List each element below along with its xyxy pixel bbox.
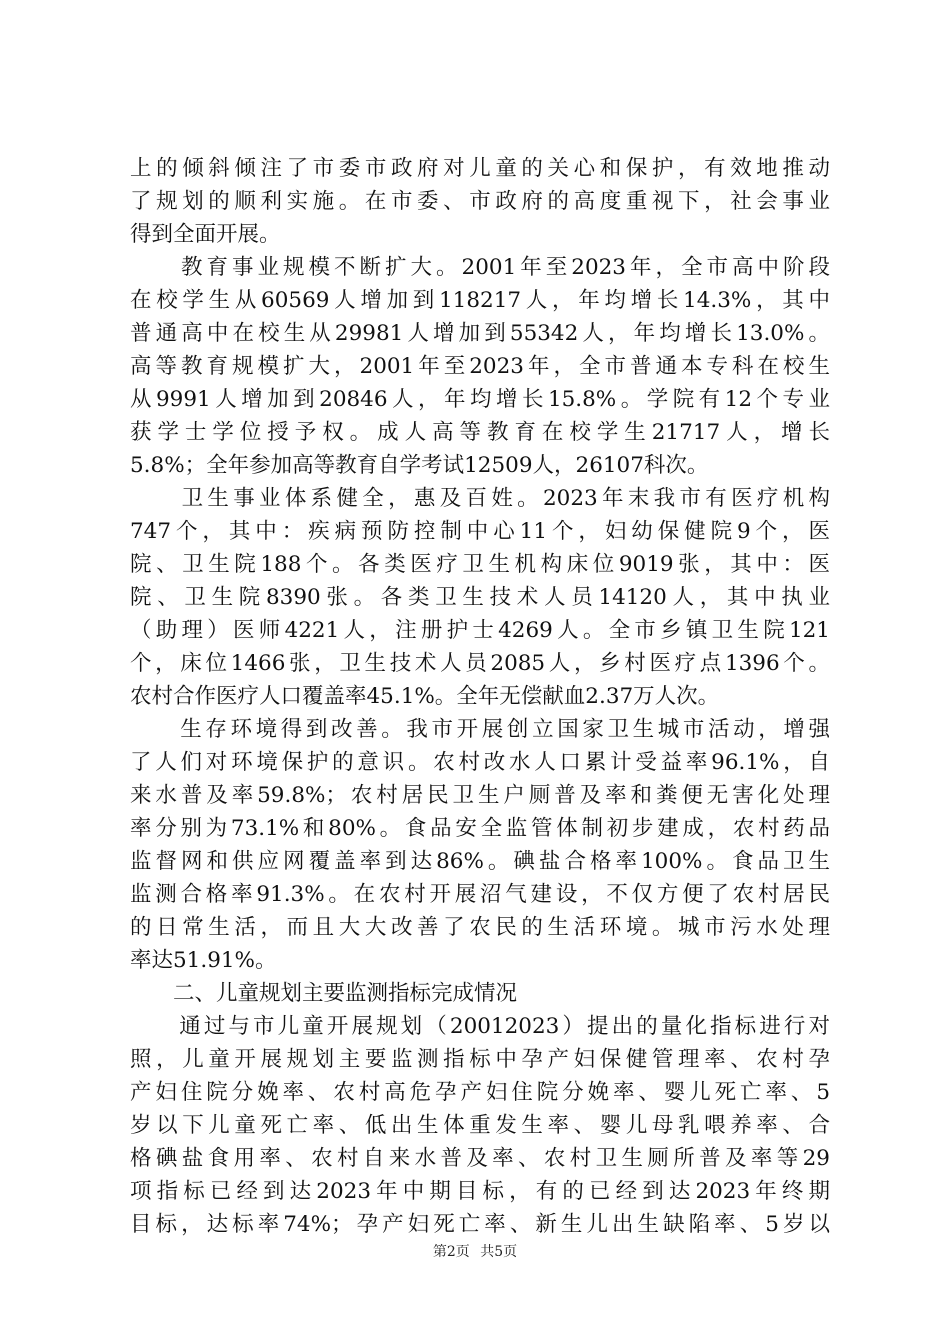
text-line: 来水普及率59.8%；农村居民卫生户厕普及率和粪便无害化处理 (130, 783, 830, 808)
text-line: 监督网和供应网覆盖率到达86%。碘盐合格率100%。食品卫生 (130, 849, 830, 874)
text-line: 院、卫生院8390张。各类卫生技术人员14120人，其中执业 (130, 585, 830, 610)
text-line: 率达51.91%。 (130, 948, 277, 973)
text-line: 岁以下儿童死亡率、低出生体重发生率、婴儿母乳喂养率、合 (130, 1113, 830, 1138)
text-line: 率分别为73.1%和80%。食品安全监管体制初步建成，农村药品 (130, 816, 830, 841)
text-line: 院、卫生院188个。各类医疗卫生机构床位9019张，其中：医 (130, 552, 830, 577)
text-line: 目标，达标率74%；孕产妇死亡率、新生儿出生缺陷率、5岁以 (130, 1212, 830, 1237)
text-line: 上的倾斜倾注了市委市政府对儿童的关心和保护，有效地推动 (130, 156, 830, 181)
document-body (130, 152, 830, 1241)
text-line: 高等教育规模扩大，2001年至2023年，全市普通本专科在校生 (130, 354, 830, 379)
text-line: 通过与市儿童开展规划（20012023）提出的量化指标进行对 (130, 1014, 830, 1039)
text-line: 得到全面开展。 (130, 222, 281, 247)
text-line: 了人们对环境保护的意识。农村改水人口累计受益率96.1%，自 (130, 750, 830, 775)
text-line: 监测合格率91.3%。在农村开展沼气建设，不仅方便了农村居民 (130, 882, 830, 907)
text-line: 照，儿童开展规划主要监测指标中孕产妇保健管理率、农村孕 (130, 1047, 830, 1072)
text-line: （助理）医师4221人，注册护士4269人。全市乡镇卫生院121 (130, 618, 830, 643)
text-line: 个，床位1466张，卫生技术人员2085人，乡村医疗点1396个。 (130, 651, 830, 676)
text-line: 获学士学位授予权。成人高等教育在校学生21717人，增长 (130, 420, 830, 445)
text-line: 普通高中在校生从29981人增加到55342人，年均增长13.0%。 (130, 321, 830, 346)
text-line: 的日常生活，而且大大改善了农民的生活环境。城市污水处理 (130, 915, 830, 940)
text-line: 了规划的顺利实施。在市委、市政府的高度重视下，社会事业 (130, 189, 830, 214)
text-line: 产妇住院分娩率、农村高危孕产妇住院分娩率、婴儿死亡率、5 (130, 1080, 830, 1105)
text-line: 在校学生从60569人增加到118217人，年均增长14.3%，其中 (130, 288, 830, 313)
text-line: 5.8%；全年参加高等教育自学考试12509人，26107科次。 (130, 453, 709, 478)
text-line: 747个，其中：疾病预防控制中心11个，妇幼保健院9个，医 (130, 519, 830, 544)
page-total: 共5页 (480, 1244, 518, 1260)
page-footer (0, 1242, 950, 1262)
text-line: 农村合作医疗人口覆盖率45.1%。全年无偿献血2.37万人次。 (130, 684, 720, 709)
text-line: 从9991人增加到20846人，年均增长15.8%。学院有12个专业 (130, 387, 830, 412)
text-line: 项指标已经到达2023年中期目标，有的已经到达2023年终期 (130, 1179, 830, 1204)
page-number: 第2页 (432, 1244, 470, 1260)
text-line: 格碘盐食用率、农村自来水普及率、农村卫生厕所普及率等29 (130, 1146, 830, 1171)
text-line: 教育事业规模不断扩大。2001年至2023年，全市高中阶段 (130, 255, 830, 280)
text-line: 生存环境得到改善。我市开展创立国家卫生城市活动，增强 (130, 717, 830, 742)
text-line: 卫生事业体系健全，惠及百姓。2023年末我市有医疗机构 (130, 486, 830, 511)
text-line: 二、儿童规划主要监测指标完成情况 (130, 981, 518, 1006)
